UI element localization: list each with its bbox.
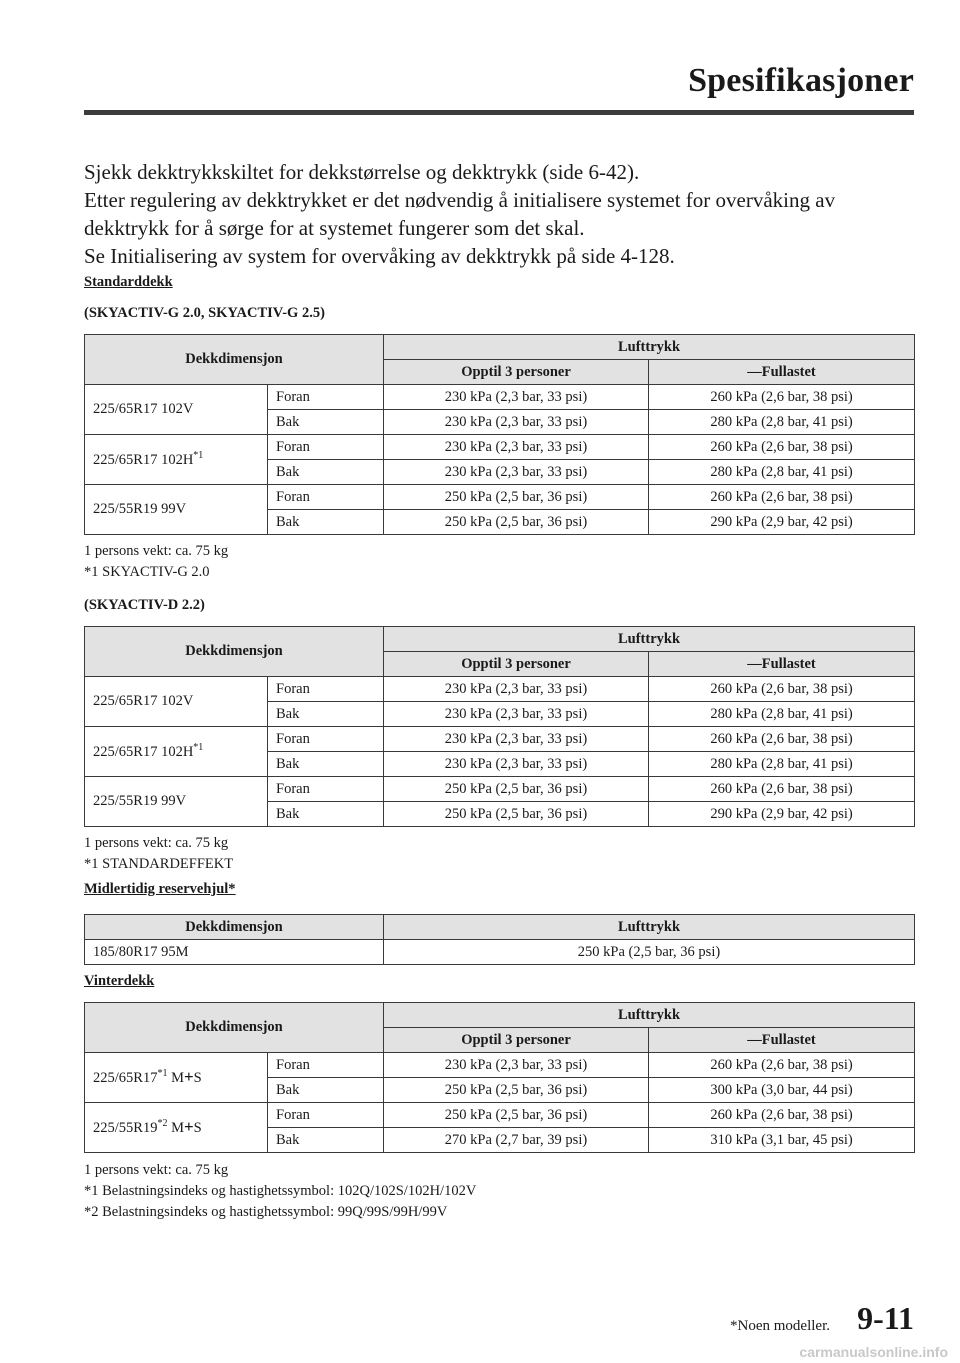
pressure-cell: 260 kPa (2,6 bar, 38 psi) — [649, 677, 915, 702]
position-front: Foran — [268, 1053, 384, 1078]
pressure-cell: 230 kPa (2,3 bar, 33 psi) — [384, 1053, 649, 1078]
note-line: *1 STANDARDEFFEKT — [84, 856, 234, 872]
pressure-cell: 300 kPa (3,0 bar, 44 psi) — [649, 1078, 915, 1103]
pressure-cell: 230 kPa (2,3 bar, 33 psi) — [384, 677, 649, 702]
notes-g — [84, 541, 228, 583]
tire-dim: 225/55R19 99V — [85, 485, 268, 535]
pressure-cell: 250 kPa (2,5 bar, 36 psi) — [384, 1078, 649, 1103]
tire-dim: 225/65R17 $102H^{*1}$ — [85, 435, 268, 485]
header-dim: Dekkdimensjon — [85, 335, 384, 385]
pressure-cell: 250 kPa (2,5 bar, 36 psi) — [384, 485, 649, 510]
pressure-cell: 290 kPa (2,9 bar, 42 psi) — [649, 802, 915, 827]
tire-dim: 225/65R17 $102H^{*1}$ — [85, 727, 268, 777]
intro-line: Etter regulering av dekktrykket er det nødvendig å initialisere systemet for overvåking av — [84, 188, 836, 212]
pressure-cell: 250 kPa (2,5 bar, 36 psi) — [384, 777, 649, 802]
position-front: Foran — [268, 485, 384, 510]
winter-tire-table — [84, 1002, 915, 1153]
header-full: —Fullastet — [649, 652, 915, 677]
pressure-cell: 280 kPa (2,8 bar, 41 psi) — [649, 460, 915, 485]
pressure-cell: 250 kPa (2,5 bar, 36 psi) — [384, 802, 649, 827]
position-rear: Bak — [268, 702, 384, 727]
standard-tire-table-g — [84, 334, 915, 535]
header-up-to-3: Opptil 3 personer — [384, 360, 649, 385]
header-pressure: Lufttrykk — [384, 335, 915, 360]
spare-tire-table — [84, 914, 915, 965]
position-front: Foran — [268, 677, 384, 702]
position-rear: Bak — [268, 802, 384, 827]
position-rear: Bak — [268, 410, 384, 435]
pressure-cell: 230 kPa (2,3 bar, 33 psi) — [384, 702, 649, 727]
pressure-cell: 260 kPa (2,6 bar, 38 psi) — [649, 1053, 915, 1078]
footer-note: *Noen modeller. — [730, 1318, 830, 1334]
header-full: —Fullastet — [649, 1028, 915, 1053]
pressure-cell: 230 kPa (2,3 bar, 33 psi) — [384, 385, 649, 410]
pressure-cell: 260 kPa (2,6 bar, 38 psi) — [649, 485, 915, 510]
notes-d — [84, 833, 233, 875]
page-title: Spesifikasjoner — [688, 62, 914, 99]
position-rear: Bak — [268, 1128, 384, 1153]
pressure-cell: 260 kPa (2,6 bar, 38 psi) — [649, 777, 915, 802]
pressure-cell: 260 kPa (2,6 bar, 38 psi) — [649, 435, 915, 460]
pressure-cell: 230 kPa (2,3 bar, 33 psi) — [384, 752, 649, 777]
tire-dim: 225/55R19 99V — [85, 777, 268, 827]
watermark: carmanualsonline.info — [799, 1344, 948, 1360]
intro-paragraph — [84, 158, 924, 270]
header-pressure: Lufttrykk — [384, 915, 915, 940]
position-rear: Bak — [268, 752, 384, 777]
tire-dim: 225/65R17 102V — [85, 385, 268, 435]
header-pressure: Lufttrykk — [384, 1003, 915, 1028]
intro-line: dekktrykk for å sørge for at systemet fungerer som det skal. — [84, 216, 585, 240]
pressure-cell: 230 kPa (2,3 bar, 33 psi) — [384, 727, 649, 752]
pressure-cell: 230 kPa (2,3 bar, 33 psi) — [384, 410, 649, 435]
pressure-cell: 260 kPa (2,6 bar, 38 psi) — [649, 727, 915, 752]
tire-dim: 225/65R17$^{*1}$ M+S — [85, 1053, 268, 1103]
header-full: —Fullastet — [649, 360, 915, 385]
pressure-cell: 250 kPa (2,5 bar, 36 psi) — [384, 1103, 649, 1128]
pressure-cell: 250 kPa (2,5 bar, 36 psi) — [384, 940, 915, 965]
note-line: 1 persons vekt: ca. 75 kg — [84, 835, 229, 851]
note-line: 1 persons vekt: ca. 75 kg — [84, 543, 229, 559]
page-number: 9-11 — [857, 1300, 914, 1336]
pressure-cell: 310 kPa (3,1 bar, 45 psi) — [649, 1128, 915, 1153]
header-dim: Dekkdimensjon — [85, 915, 384, 940]
position-front: Foran — [268, 777, 384, 802]
section-title-standard: Standarddekk — [84, 274, 173, 290]
position-rear: Bak — [268, 460, 384, 485]
models-d-title: (SKYACTIV-D 2.2) — [84, 597, 205, 613]
position-front: Foran — [268, 385, 384, 410]
intro-line: Sjekk dekktrykkskiltet for dekkstørrelse og dekktrykk (side 6-42). — [84, 160, 640, 184]
header-up-to-3: Opptil 3 personer — [384, 652, 649, 677]
intro-line: Se Initialisering av system for overvåking av dekktrykk på side 4-128. — [84, 244, 675, 268]
note-line: 1 persons vekt: ca. 75 kg — [84, 1162, 229, 1178]
pressure-cell: 230 kPa (2,3 bar, 33 psi) — [384, 460, 649, 485]
position-front: Foran — [268, 727, 384, 752]
standard-tire-table-d — [84, 626, 915, 827]
pressure-cell: 260 kPa (2,6 bar, 38 psi) — [649, 385, 915, 410]
note-line: *1 SKYACTIV-G 2.0 — [84, 564, 210, 580]
header-dim: Dekkdimensjon — [85, 1003, 384, 1053]
position-front: Foran — [268, 435, 384, 460]
section-title-spare: Midlertidig reservehjul* — [84, 881, 236, 897]
position-front: Foran — [268, 1103, 384, 1128]
tire-dim: 185/80R17 95M — [85, 940, 384, 965]
header-rule — [84, 110, 914, 115]
tire-dim: 225/65R17 102V — [85, 677, 268, 727]
pressure-cell: 250 kPa (2,5 bar, 36 psi) — [384, 510, 649, 535]
pressure-cell: 230 kPa (2,3 bar, 33 psi) — [384, 435, 649, 460]
section-title-winter: Vinterdekk — [84, 973, 155, 989]
header-up-to-3: Opptil 3 personer — [384, 1028, 649, 1053]
position-rear: Bak — [268, 1078, 384, 1103]
pressure-cell: 280 kPa (2,8 bar, 41 psi) — [649, 702, 915, 727]
pressure-cell: 290 kPa (2,9 bar, 42 psi) — [649, 510, 915, 535]
mud-snow-plus-icon: + — [183, 1117, 194, 1136]
notes-winter — [84, 1160, 476, 1223]
position-rear: Bak — [268, 510, 384, 535]
pressure-cell: 260 kPa (2,6 bar, 38 psi) — [649, 1103, 915, 1128]
header-pressure: Lufttrykk — [384, 627, 915, 652]
models-g-title: (SKYACTIV-G 2.0, SKYACTIV-G 2.5) — [84, 305, 325, 321]
note-line: *1 Belastningsindeks og hastighetssymbol: 102Q/102S/102H/102V — [84, 1183, 477, 1199]
mud-snow-plus-icon: + — [183, 1067, 194, 1086]
note-line: *2 Belastningsindeks og hastighetssymbol: 99Q/99S/99H/99V — [84, 1204, 448, 1220]
header-dim: Dekkdimensjon — [85, 627, 384, 677]
pressure-cell: 280 kPa (2,8 bar, 41 psi) — [649, 752, 915, 777]
pressure-cell: 270 kPa (2,7 bar, 39 psi) — [384, 1128, 649, 1153]
pressure-cell: 280 kPa (2,8 bar, 41 psi) — [649, 410, 915, 435]
tire-dim: 225/55R19$^{*2}$ M+S — [85, 1103, 268, 1153]
